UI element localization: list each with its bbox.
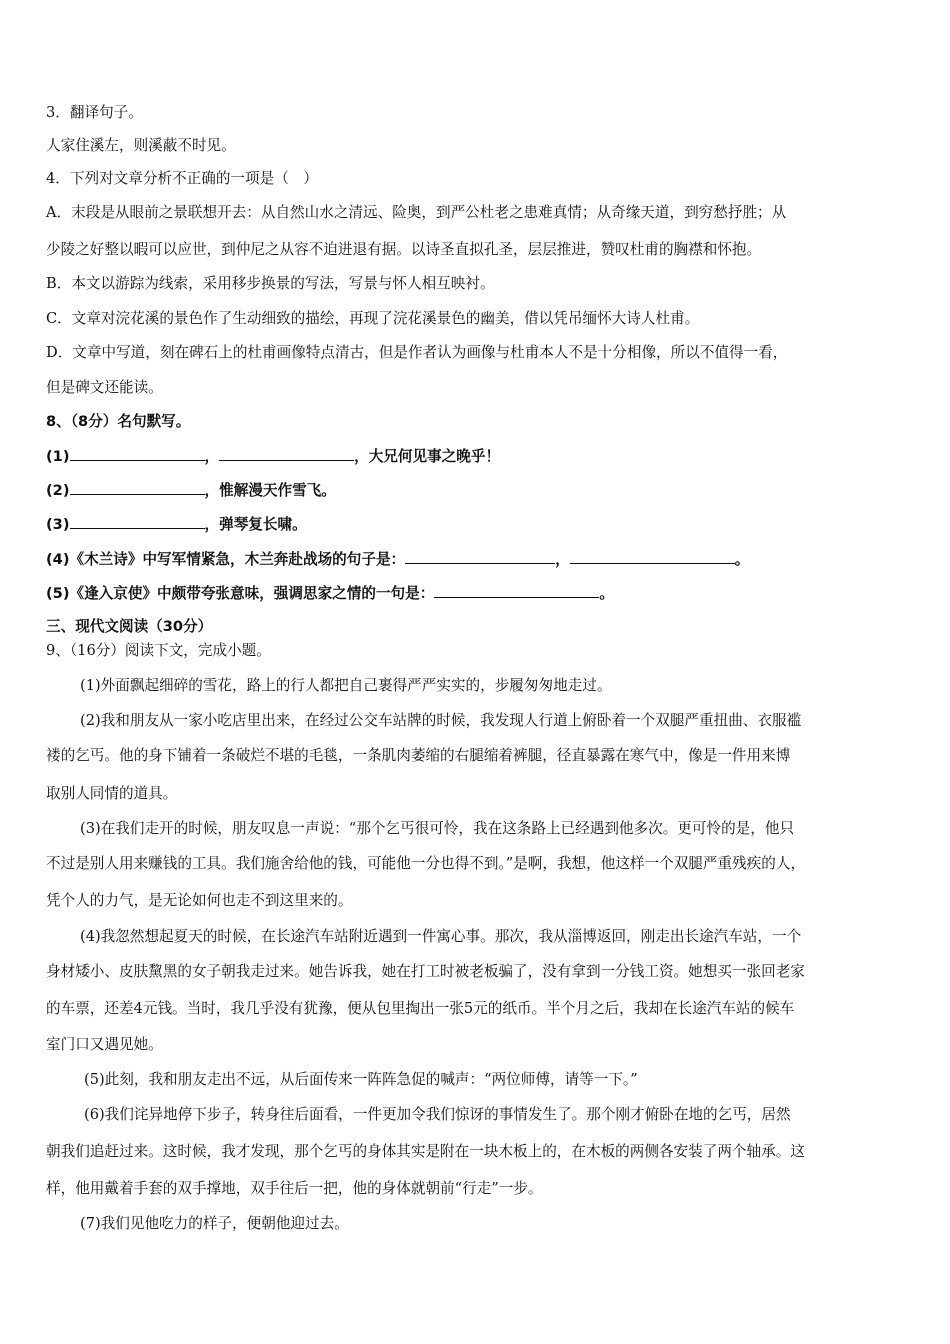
q8-item-4-text: (4)《木兰诗》中写军情紧急，木兰奔赴战场的句子是： (46, 551, 406, 568)
passage-paragraph-4-line4: 室门口又遇见她。 (46, 1036, 163, 1053)
passage-paragraph-2-line3: 取别人同情的道具。 (46, 785, 178, 802)
passage-paragraph-7: (7)我们见他吃力的样子，便朝他迎过去。 (80, 1215, 349, 1232)
q8-item-1-number: (1) (46, 448, 70, 465)
q8-item-2-text: ，惟解漫天作雪飞。 (204, 482, 336, 499)
q8-title: 8、（8分）名句默写。 (46, 413, 191, 430)
q4-option-a-line1: A．末段是从眼前之景联想开去：从自然山水之清远、险奥，到严公杜老之患难真情；从奇缘天道，到穷愁抒胜；从 (46, 204, 787, 221)
q8-item-1-separator: ， (204, 448, 220, 465)
passage-paragraph-2-line1: (2)我和朋友从一家小吃店里出来，在经过公交车站牌的时候，我发现人行道上俯卧着一个双腿严重扭曲、衣服褴 (80, 712, 802, 729)
q4-option-d-line2: 但是碑文还能读。 (46, 379, 163, 396)
q8-item-3-number: (3) (46, 516, 70, 533)
passage-paragraph-4-line2: 身材矮小、皮肤黧黑的女子朝我走过来。她告诉我，她在打工时被老板骗了，没有拿到一分钱工资。她想买一张回老家 (46, 963, 805, 980)
q8-item-1-text: ，大兄何见事之晚乎！ (354, 448, 501, 465)
passage-paragraph-4-line3: 的车票，还差4元钱。当时，我几乎没有犹豫，便从包里掏出一张5元的纸币。半个月之后，我却在长途汽车站的候车 (46, 1000, 795, 1017)
q8-item-2 (46, 480, 908, 501)
passage-paragraph-3-line2: 不过是别人用来赚钱的工具。我们施舍给他的钱，可能他一分也得不到。”是啊，我想，他这样一个双腿严重残疾的人， (46, 855, 806, 872)
passage-paragraph-5: (5)此刻，我和朋友走出不远，从后面传来一阵阵急促的喊声：“两位师傅，请等一下。” (84, 1071, 638, 1088)
q8-item-1 (46, 446, 908, 467)
q4-option-b: B．本文以游踪为线索，采用移步换景的写法，写景与怀人相互映衬。 (46, 275, 495, 292)
q8-item-3 (46, 514, 908, 535)
q8-item-2-blank[interactable] (70, 480, 205, 495)
q8-item-5-end: 。 (599, 585, 614, 602)
q8-item-5-blank[interactable] (434, 583, 599, 598)
passage-paragraph-4-line1: (4)我忽然想起夏天的时候，在长途汽车站附近遇到一件寓心事。那次，我从淄博返回，刚走出长途汽车站，一个 (80, 928, 802, 945)
passage-paragraph-6-line3: 样，他用戴着手套的双手撑地，双手往后一把，他的身体就朝前“行走”一步。 (46, 1180, 543, 1197)
q8-item-4 (46, 549, 908, 570)
q8-item-5 (46, 583, 908, 604)
q8-item-2-number: (2) (46, 482, 70, 499)
passage-paragraph-1: (1)外面飘起细碎的雪花，路上的行人都把自己裹得严严实实的，步履匆匆地走过。 (80, 677, 612, 694)
q4-title: 4．下列对文章分析不正确的一项是（ ） (46, 170, 318, 187)
passage-paragraph-6-line2: 朝我们追赶过来。这时候，我才发现，那个乞丐的身体其实是附在一块木板上的，在木板的两侧各安装了两个轴承。这 (46, 1143, 805, 1160)
q8-item-3-text: ，弹琴复长啸。 (204, 516, 307, 533)
passage-paragraph-6-line1: (6)我们诧异地停下步子，转身往后面看，一件更加令我们惊讶的事情发生了。那个刚才俯卧在地的乞丐，居然 (84, 1106, 791, 1123)
passage-paragraph-2-line2: 褛的乞丐。他的身下铺着一条破烂不堪的毛毯，一条肌肉萎缩的右腿缩着裤腿，径直暴露在寒气中，像是一件用来博 (46, 747, 791, 764)
passage-paragraph-3-line1: (3)在我们走开的时候，朋友叹息一声说：“那个乞丐很可怜，我在这条路上已经遇到他多次。更可怜的是，他只 (80, 820, 795, 837)
q3-title: 3．翻译句子。 (46, 104, 143, 121)
q4-option-c: C．文章对浣花溪的景色作了生动细致的描绘，再现了浣花溪景色的幽美，借以凭吊缅怀大诗人杜甫。 (46, 310, 700, 327)
q4-option-a-line2: 少陵之好整以暇可以应世，到仲尼之从容不迫进退有据。以诗圣直拟孔圣，层层推进，赞叹杜甫的胸襟和怀抱。 (46, 241, 762, 258)
q8-item-1-blank-b[interactable] (219, 446, 354, 461)
q4-option-d-line1: D．文章中写道，刻在碑石上的杜甫画像特点清古，但是作者认为画像与杜甫本人不是十分相像，所以不值得一看， (46, 344, 788, 361)
q8-item-1-blank-a[interactable] (70, 446, 205, 461)
q8-item-4-blank-a[interactable] (405, 549, 555, 564)
q8-item-4-end: 。 (734, 551, 750, 568)
q8-item-3-blank[interactable] (70, 514, 205, 529)
section-3-title: 三、现代文阅读（30分） (46, 618, 213, 635)
q8-item-4-separator: ， (555, 551, 570, 568)
q8-item-5-text: (5)《逢入京使》中颇带夸张意味，强调思家之情的一句是： (46, 585, 435, 602)
passage-paragraph-3-line3: 凭个人的力气，是无论如何也走不到这里来的。 (46, 892, 353, 909)
q3-sentence: 人家住溪左，则溪蔽不时见。 (46, 137, 236, 154)
q8-item-4-blank-b[interactable] (570, 549, 735, 564)
q9-title: 9、（16分）阅读下文，完成小题。 (46, 642, 271, 659)
